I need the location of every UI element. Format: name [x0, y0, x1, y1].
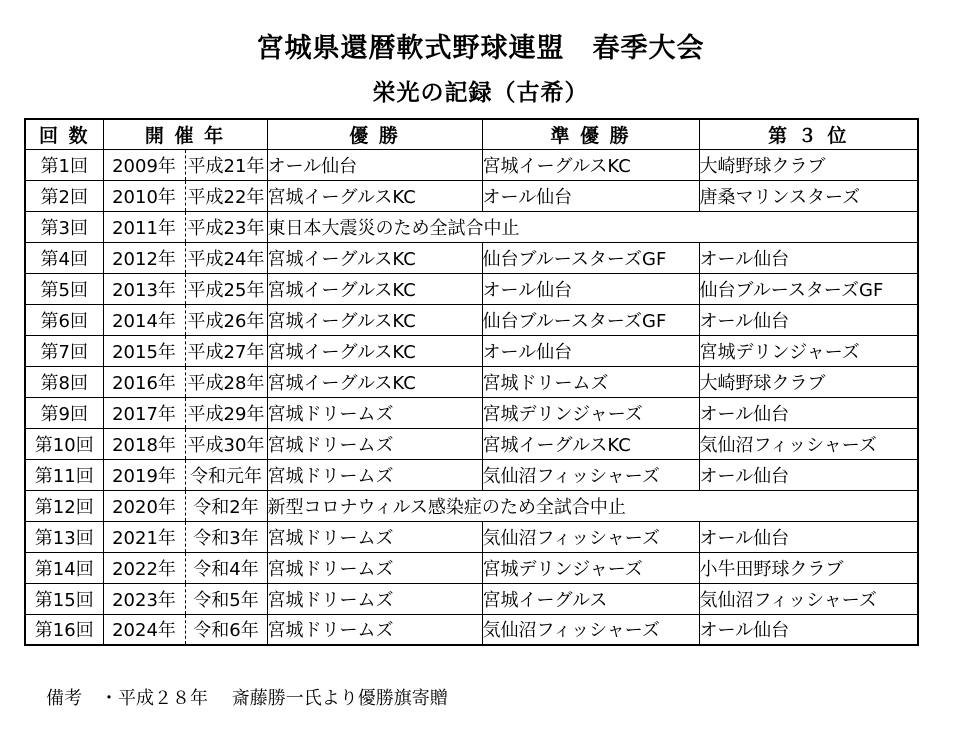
- winner-cell: 宮城ドリームズ: [267, 428, 482, 459]
- table-row: [25, 614, 918, 645]
- winner-cell: オール仙台: [267, 149, 482, 180]
- era-year-cell: 令和3年: [185, 521, 267, 552]
- runner-up-cell: 気仙沼フィッシャーズ: [482, 614, 699, 645]
- round-cell: 第1回: [25, 149, 103, 180]
- year-cell: 2024年: [103, 614, 185, 645]
- header-runner-up: 準 優 勝: [482, 119, 699, 149]
- year-cell: 2020年: [103, 490, 185, 521]
- cancellation-note: 新型コロナウィルス感染症のため全試合中止: [267, 490, 918, 521]
- table-row: [25, 459, 918, 490]
- third-place-cell: 小牛田野球クラブ: [699, 552, 918, 583]
- table-row: [25, 242, 918, 273]
- third-place-cell: オール仙台: [699, 242, 918, 273]
- era-year-cell: 平成24年: [185, 242, 267, 273]
- third-place-cell: オール仙台: [699, 521, 918, 552]
- runner-up-cell: 仙台ブルースターズGF: [482, 304, 699, 335]
- winner-cell: 宮城イーグルスKC: [267, 304, 482, 335]
- page-subtitle: 栄光の記録（古希）: [372, 80, 589, 106]
- third-place-cell: 宮城デリンジャーズ: [699, 335, 918, 366]
- runner-up-cell: オール仙台: [482, 273, 699, 304]
- winner-cell: 宮城ドリームズ: [267, 614, 482, 645]
- runner-up-cell: 気仙沼フィッシャーズ: [482, 521, 699, 552]
- runner-up-cell: 宮城デリンジャーズ: [482, 552, 699, 583]
- era-year-cell: 平成26年: [185, 304, 267, 335]
- round-cell: 第14回: [25, 552, 103, 583]
- year-cell: 2023年: [103, 583, 185, 614]
- era-year-cell: 平成30年: [185, 428, 267, 459]
- table-row: [25, 149, 918, 180]
- winner-cell: 宮城ドリームズ: [267, 583, 482, 614]
- round-cell: 第3回: [25, 211, 103, 242]
- third-place-cell: 仙台ブルースターズGF: [699, 273, 918, 304]
- era-year-cell: 平成23年: [185, 211, 267, 242]
- table-row: [25, 211, 918, 242]
- records-table-body: [25, 149, 918, 645]
- winner-cell: 宮城イーグルスKC: [267, 273, 482, 304]
- era-year-cell: 令和4年: [185, 552, 267, 583]
- header-winner: 優 勝: [267, 119, 482, 149]
- era-year-cell: 平成29年: [185, 397, 267, 428]
- round-cell: 第16回: [25, 614, 103, 645]
- winner-cell: 宮城イーグルスKC: [267, 180, 482, 211]
- era-year-cell: 令和2年: [185, 490, 267, 521]
- runner-up-cell: 宮城イーグルスKC: [482, 428, 699, 459]
- third-place-cell: 気仙沼フィッシャーズ: [699, 583, 918, 614]
- year-cell: 2009年: [103, 149, 185, 180]
- round-cell: 第2回: [25, 180, 103, 211]
- table-row: [25, 521, 918, 552]
- winner-cell: 宮城ドリームズ: [267, 397, 482, 428]
- table-row: [25, 428, 918, 459]
- year-cell: 2019年: [103, 459, 185, 490]
- table-row: [25, 397, 918, 428]
- remarks-note: 備考 ・平成２８年 斎藤勝一氏より優勝旗寄贈: [46, 688, 448, 709]
- page-title: 宮城県還暦軟式野球連盟 春季大会: [256, 33, 705, 64]
- year-cell: 2011年: [103, 211, 185, 242]
- year-cell: 2015年: [103, 335, 185, 366]
- table-header-row: [25, 119, 918, 149]
- table-row: [25, 552, 918, 583]
- winner-cell: 宮城イーグルスKC: [267, 242, 482, 273]
- header-held-year: 開 催 年: [103, 119, 267, 149]
- runner-up-cell: 仙台ブルースターズGF: [482, 242, 699, 273]
- third-place-cell: 気仙沼フィッシャーズ: [699, 428, 918, 459]
- round-cell: 第12回: [25, 490, 103, 521]
- table-row: [25, 366, 918, 397]
- round-cell: 第10回: [25, 428, 103, 459]
- winner-cell: 宮城ドリームズ: [267, 459, 482, 490]
- runner-up-cell: オール仙台: [482, 180, 699, 211]
- runner-up-cell: 宮城イーグルス: [482, 583, 699, 614]
- round-cell: 第9回: [25, 397, 103, 428]
- table-row: [25, 273, 918, 304]
- round-cell: 第4回: [25, 242, 103, 273]
- year-cell: 2012年: [103, 242, 185, 273]
- cancellation-note: 東日本大震災のため全試合中止: [267, 211, 918, 242]
- year-cell: 2021年: [103, 521, 185, 552]
- table-row: [25, 180, 918, 211]
- winner-cell: 宮城ドリームズ: [267, 521, 482, 552]
- era-year-cell: 平成28年: [185, 366, 267, 397]
- runner-up-cell: 宮城デリンジャーズ: [482, 397, 699, 428]
- round-cell: 第13回: [25, 521, 103, 552]
- year-cell: 2017年: [103, 397, 185, 428]
- third-place-cell: オール仙台: [699, 459, 918, 490]
- round-cell: 第6回: [25, 304, 103, 335]
- table-row: [25, 335, 918, 366]
- round-cell: 第8回: [25, 366, 103, 397]
- records-table: [24, 118, 919, 646]
- round-cell: 第15回: [25, 583, 103, 614]
- table-row: [25, 304, 918, 335]
- runner-up-cell: 宮城イーグルスKC: [482, 149, 699, 180]
- round-cell: 第11回: [25, 459, 103, 490]
- era-year-cell: 平成21年: [185, 149, 267, 180]
- third-place-cell: 大崎野球クラブ: [699, 149, 918, 180]
- third-place-cell: オール仙台: [699, 397, 918, 428]
- third-place-cell: 大崎野球クラブ: [699, 366, 918, 397]
- round-cell: 第5回: [25, 273, 103, 304]
- round-cell: 第7回: [25, 335, 103, 366]
- table-row: [25, 490, 918, 521]
- runner-up-cell: 気仙沼フィッシャーズ: [482, 459, 699, 490]
- third-place-cell: 唐桑マリンスターズ: [699, 180, 918, 211]
- winner-cell: 宮城イーグルスKC: [267, 335, 482, 366]
- runner-up-cell: 宮城ドリームズ: [482, 366, 699, 397]
- year-cell: 2022年: [103, 552, 185, 583]
- header-third-place: 第 ３ 位: [699, 119, 918, 149]
- runner-up-cell: オール仙台: [482, 335, 699, 366]
- era-year-cell: 令和6年: [185, 614, 267, 645]
- winner-cell: 宮城ドリームズ: [267, 552, 482, 583]
- year-cell: 2018年: [103, 428, 185, 459]
- era-year-cell: 平成25年: [185, 273, 267, 304]
- year-cell: 2014年: [103, 304, 185, 335]
- year-cell: 2016年: [103, 366, 185, 397]
- table-row: [25, 583, 918, 614]
- era-year-cell: 令和元年: [185, 459, 267, 490]
- winner-cell: 宮城イーグルスKC: [267, 366, 482, 397]
- era-year-cell: 平成22年: [185, 180, 267, 211]
- third-place-cell: オール仙台: [699, 304, 918, 335]
- third-place-cell: オール仙台: [699, 614, 918, 645]
- header-round: 回 数: [25, 119, 103, 149]
- year-cell: 2010年: [103, 180, 185, 211]
- year-cell: 2013年: [103, 273, 185, 304]
- era-year-cell: 平成27年: [185, 335, 267, 366]
- era-year-cell: 令和5年: [185, 583, 267, 614]
